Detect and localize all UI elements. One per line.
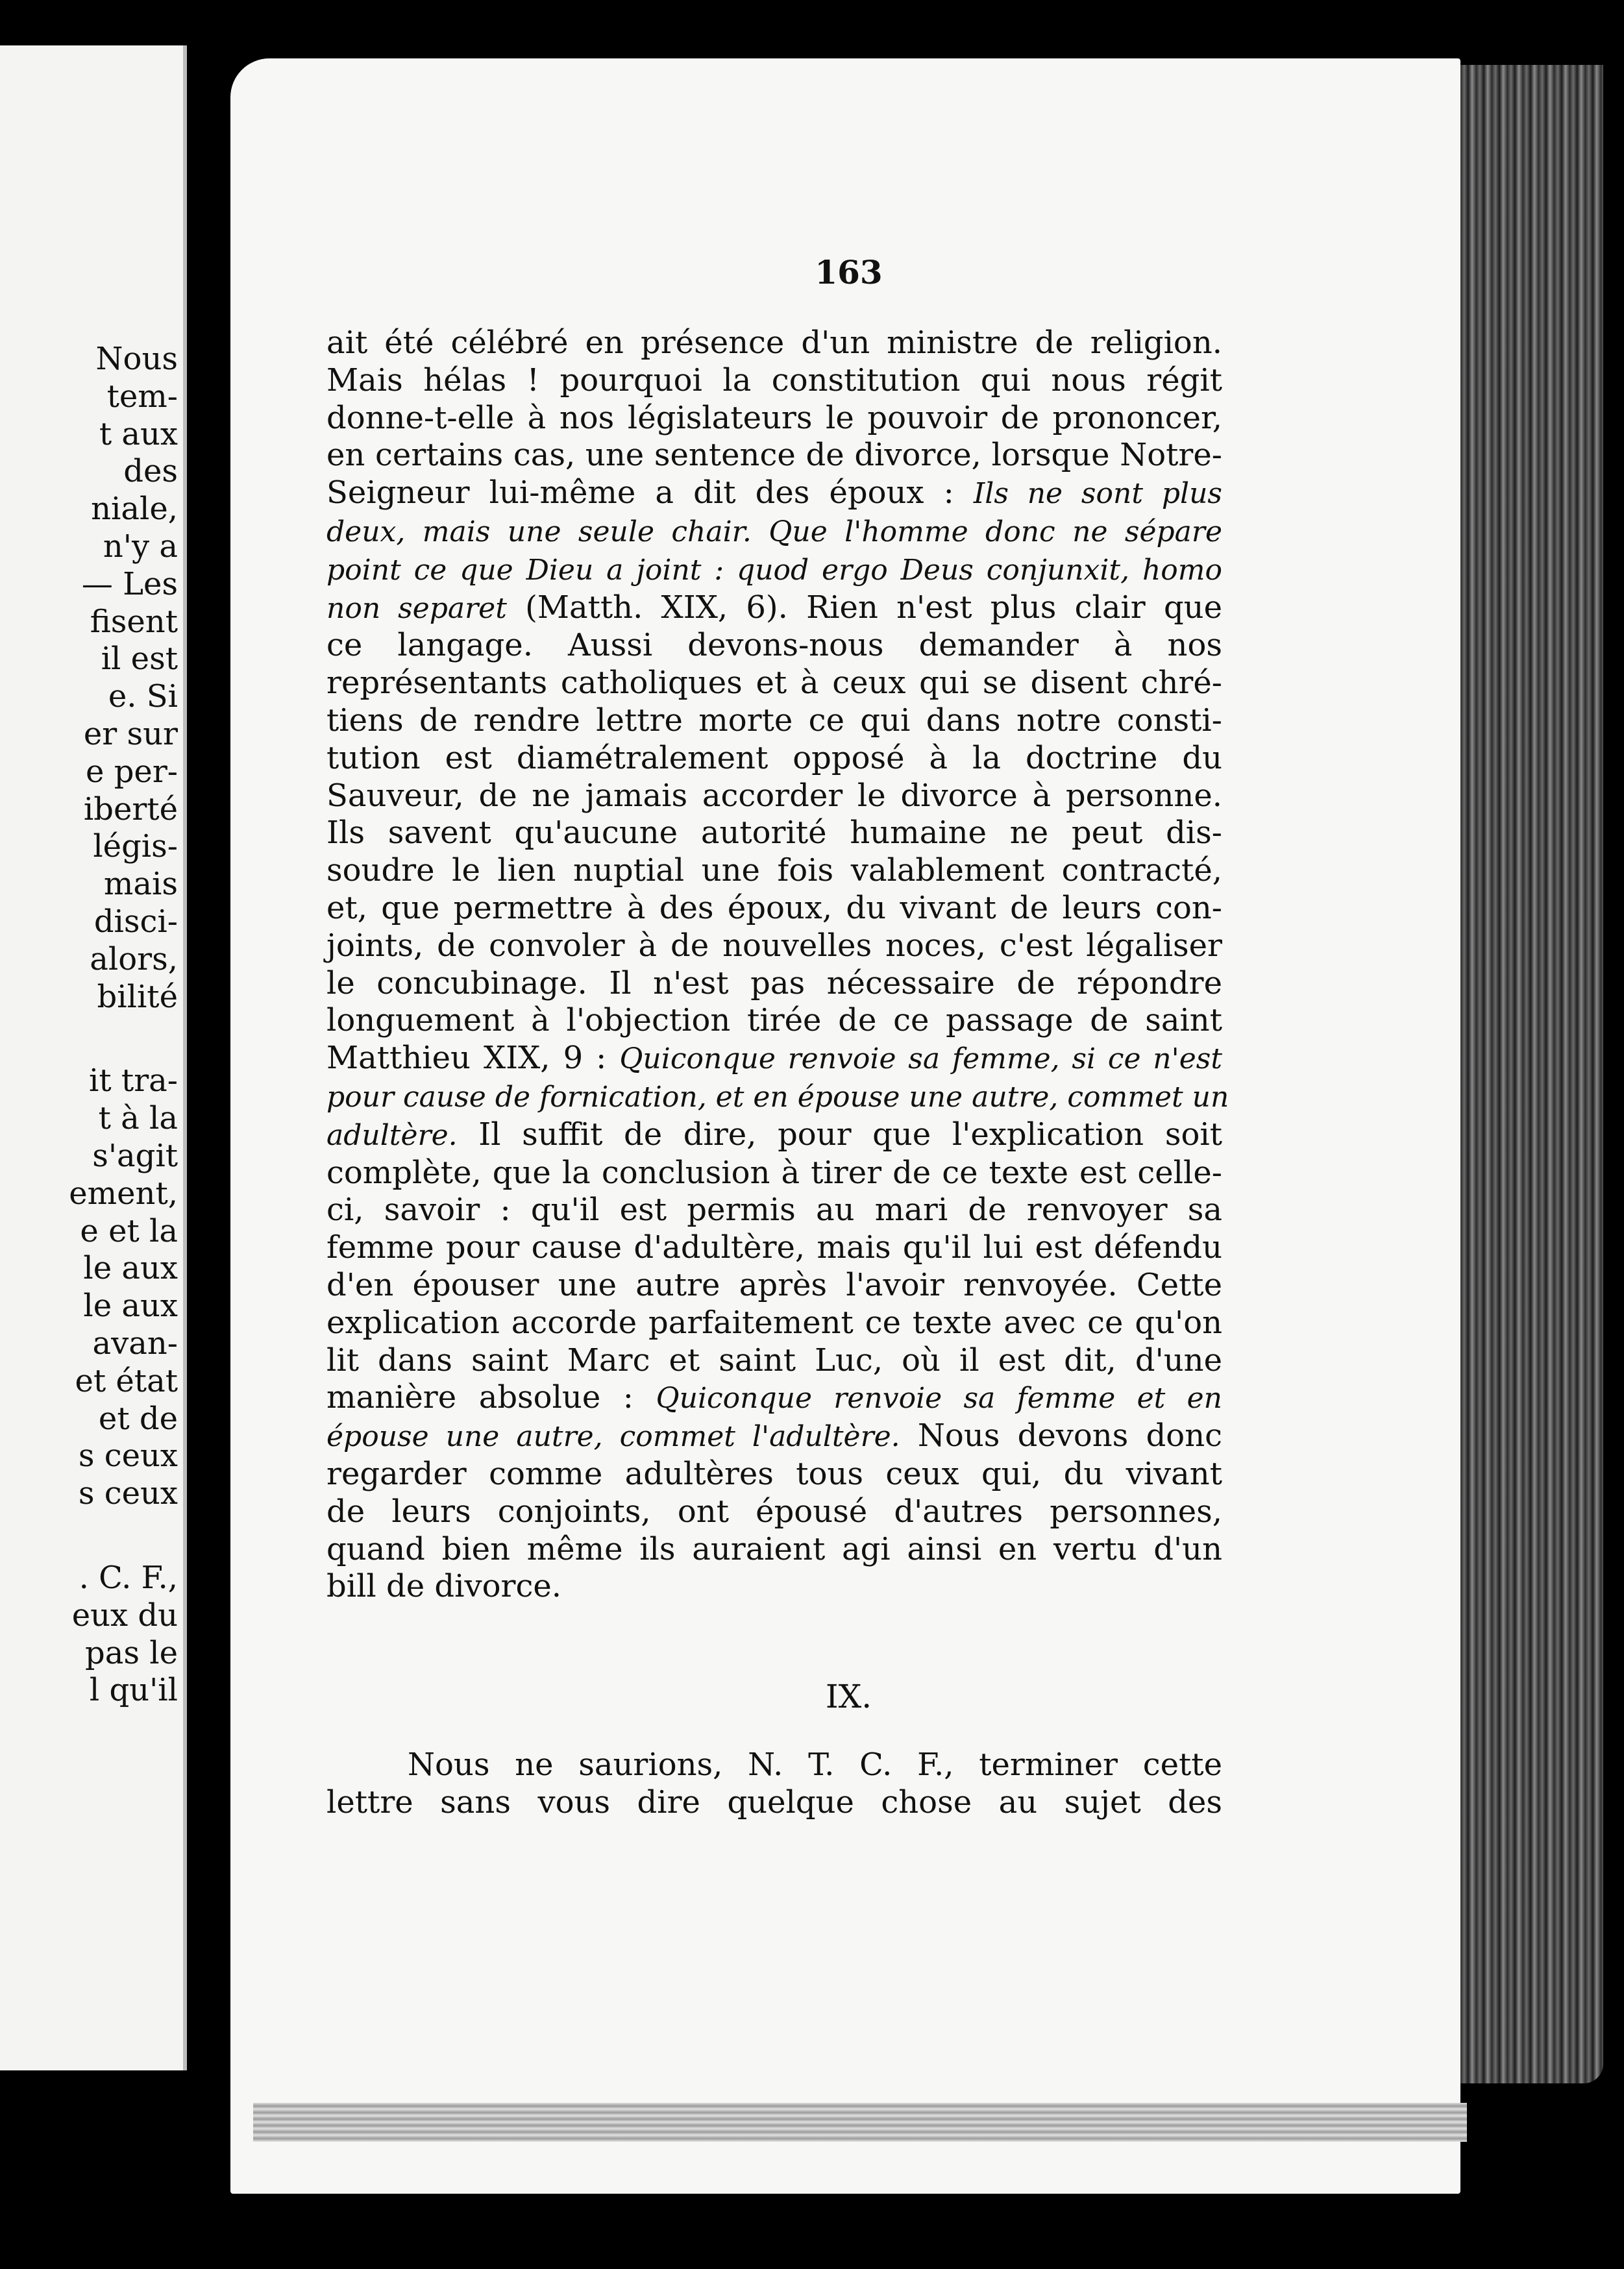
facing-text-line: disci- bbox=[93, 903, 178, 940]
text-line bbox=[326, 627, 1222, 665]
text-line bbox=[326, 1116, 1222, 1155]
line-text: Il suffit de dire, pour que l'explication soit bbox=[457, 1116, 1222, 1153]
facing-text-line: Nous bbox=[95, 341, 178, 377]
text-line bbox=[326, 589, 1222, 628]
line-text: ci, savoir : qu'il est permis au mari de renvoyer sa bbox=[326, 1192, 1222, 1229]
text-line bbox=[326, 852, 1222, 890]
line-text: longuement à l'objection tirée de ce passage de saint bbox=[326, 1002, 1222, 1039]
line-text: représentants catholiques et à ceux qui se disent chré- bbox=[326, 665, 1222, 702]
line-text: Sauveur, de ne jamais accorder le divorce à personne. bbox=[326, 777, 1222, 814]
facing-text-line: bilité bbox=[97, 978, 178, 1015]
text-line bbox=[326, 1456, 1222, 1493]
italic-quote: Quiconque renvoie sa femme, si ce n'est bbox=[619, 1042, 1222, 1076]
facing-text-line: fisent bbox=[90, 603, 178, 640]
text-line bbox=[326, 740, 1222, 778]
facing-text-line: le aux bbox=[83, 1250, 178, 1287]
text-line bbox=[326, 1531, 1222, 1569]
facing-text-line: t à la bbox=[98, 1100, 178, 1137]
facing-text-line: n'y a bbox=[103, 528, 178, 565]
facing-text-line: ement, bbox=[69, 1175, 178, 1212]
line-text: tiens de rendre lettre morte ce qui dans notre consti- bbox=[326, 702, 1222, 739]
text-line bbox=[326, 1040, 1222, 1078]
italic-quote: non separet bbox=[326, 591, 507, 625]
line-text: en certains cas, une sentence de divorce, lorsque Notre- bbox=[326, 437, 1222, 474]
line-text: de leurs conjoints, ont épousé d'autres personnes, bbox=[326, 1493, 1222, 1530]
facing-text-line: s'agit bbox=[92, 1137, 178, 1174]
text-line bbox=[326, 513, 1222, 551]
facing-text-line: er sur bbox=[83, 715, 178, 752]
text-line bbox=[326, 1305, 1222, 1342]
facing-page-text bbox=[69, 341, 178, 1710]
text-line bbox=[326, 890, 1222, 927]
text-line bbox=[326, 437, 1222, 474]
text-line bbox=[326, 1342, 1222, 1380]
text-line bbox=[326, 1155, 1222, 1192]
facing-text-line: it tra- bbox=[89, 1062, 178, 1099]
facing-text-line: eux du bbox=[71, 1597, 178, 1634]
line-text: ce langage. Aussi devons-nous demander à nos bbox=[326, 627, 1222, 664]
line-text: complète, que la conclusion à tirer de ce texte est celle- bbox=[326, 1154, 1222, 1191]
text-line bbox=[326, 815, 1222, 852]
text-line bbox=[326, 400, 1222, 437]
line-text: (Matth. XIX, 6). Rien n'est plus clair que bbox=[506, 589, 1222, 626]
book-page bbox=[230, 58, 1460, 2194]
line-text: manière absolue : bbox=[326, 1379, 656, 1416]
facing-text-line: — Les bbox=[81, 565, 178, 602]
line-text: soudre le lien nuptial une fois valablement contracté, bbox=[326, 852, 1222, 889]
facing-text-line: e per- bbox=[86, 753, 178, 790]
facing-text-line: e et la bbox=[80, 1212, 178, 1249]
text-line: lettre sans vous dire quelque chose au sujet des bbox=[326, 1784, 1222, 1821]
text-line bbox=[326, 965, 1222, 1003]
facing-text-line: niale, bbox=[91, 491, 178, 528]
text-line bbox=[326, 702, 1222, 740]
line-gap bbox=[69, 1016, 178, 1062]
page-number: 163 bbox=[815, 253, 883, 291]
line-text: Seigneur lui-même a dit des époux : bbox=[326, 474, 974, 511]
facing-text-line: . C. F., bbox=[79, 1559, 178, 1596]
text-line bbox=[326, 778, 1222, 815]
line-text: bill de divorce. bbox=[326, 1568, 562, 1605]
page-bottom-edge bbox=[253, 2103, 1467, 2142]
facing-text-line: mais bbox=[103, 866, 178, 903]
line-text: et, que permettre à des époux, du vivant de leurs con- bbox=[326, 889, 1222, 926]
line-text: quand bien même ils auraient agi ainsi en vertu d'un bbox=[326, 1530, 1222, 1567]
italic-quote: point ce que Dieu a joint : quod ergo Deus conjunxit, homo bbox=[326, 553, 1222, 587]
page-edges bbox=[1460, 65, 1603, 2083]
text-line bbox=[326, 551, 1222, 589]
text-line bbox=[326, 1267, 1222, 1305]
text-line bbox=[326, 1379, 1222, 1417]
text-line bbox=[326, 1417, 1222, 1456]
text-line bbox=[326, 1078, 1229, 1116]
text-line bbox=[326, 665, 1222, 702]
facing-text-line: pas le bbox=[85, 1634, 178, 1671]
line-text: Ils savent qu'aucune autorité humaine ne peut dis- bbox=[326, 815, 1222, 852]
line-text: le concubinage. Il n'est pas nécessaire de répondre bbox=[326, 964, 1222, 1001]
text-line bbox=[326, 1002, 1222, 1040]
facing-text-line: légis- bbox=[93, 828, 178, 865]
facing-page-left bbox=[0, 45, 187, 2070]
italic-quote: épouse une autre, commet l'adultère. bbox=[326, 1420, 900, 1454]
facing-text-line: avan- bbox=[92, 1325, 178, 1362]
text-line bbox=[326, 1229, 1222, 1267]
italic-quote: pour cause de fornication, et en épouse une autre, commet un bbox=[326, 1080, 1229, 1114]
line-text: lit dans saint Marc et saint Luc, où il est dit, d'une bbox=[326, 1342, 1222, 1379]
facing-text-line: l qu'il bbox=[89, 1672, 178, 1709]
closing-paragraph bbox=[326, 1746, 1222, 1821]
facing-text-line: tem- bbox=[106, 378, 178, 415]
text-line bbox=[326, 1192, 1222, 1229]
text-line bbox=[326, 1493, 1222, 1531]
line-text: donne-t-elle à nos législateurs le pouvoir de prononcer, bbox=[326, 399, 1222, 436]
line-text: femme pour cause d'adultère, mais qu'il lui est défendu bbox=[326, 1229, 1222, 1266]
body-paragraph bbox=[326, 325, 1229, 1606]
facing-text-line: il est bbox=[101, 641, 178, 678]
italic-quote: Quiconque renvoie sa femme et en bbox=[656, 1382, 1223, 1416]
line-text: ait été célébré en présence d'un ministre de religion. bbox=[326, 325, 1222, 361]
facing-text-line: iberté bbox=[83, 791, 178, 828]
text-line bbox=[326, 927, 1222, 965]
text-line bbox=[326, 1568, 1222, 1606]
facing-text-line: s ceux bbox=[78, 1438, 178, 1475]
line-text: tution est diamétralement opposé à la doctrine du bbox=[326, 739, 1222, 776]
line-text: d'en épouser une autre après l'avoir renvoyée. Cette bbox=[326, 1266, 1222, 1303]
italic-quote: Ils ne sont plus bbox=[973, 477, 1222, 511]
text-line bbox=[326, 474, 1222, 513]
facing-text-line: le aux bbox=[83, 1288, 178, 1325]
text-line: Nous ne saurions, N. T. C. F., terminer cette bbox=[408, 1747, 1222, 1783]
facing-text-line: des bbox=[123, 453, 178, 490]
line-text: Mais hélas ! pourquoi la constitution qui nous régit bbox=[326, 362, 1222, 399]
facing-text-line: et état bbox=[75, 1362, 178, 1399]
line-text: Nous devons donc bbox=[900, 1417, 1222, 1454]
text-line bbox=[326, 325, 1222, 362]
facing-text-line: et de bbox=[98, 1400, 178, 1437]
facing-text-line: alors, bbox=[90, 940, 178, 977]
facing-text-line: t aux bbox=[99, 415, 178, 452]
text-line bbox=[326, 362, 1222, 400]
line-gap bbox=[69, 1513, 178, 1560]
facing-text-line: e. Si bbox=[108, 678, 178, 715]
line-text: joints, de convoler à de nouvelles noces, c'est légaliser bbox=[326, 927, 1222, 964]
line-text: explication accorde parfaitement ce texte avec ce qu'on bbox=[326, 1304, 1222, 1341]
line-text: Matthieu XIX, 9 : bbox=[326, 1040, 620, 1077]
line-text: regarder comme adultères tous ceux qui, du vivant bbox=[326, 1455, 1222, 1492]
italic-quote: deux, mais une seule chair. Que l'homme donc ne sépare bbox=[326, 515, 1222, 548]
section-title: IX. bbox=[825, 1678, 872, 1715]
facing-text-line: s ceux bbox=[78, 1475, 178, 1512]
italic-quote: adultère. bbox=[326, 1118, 458, 1152]
